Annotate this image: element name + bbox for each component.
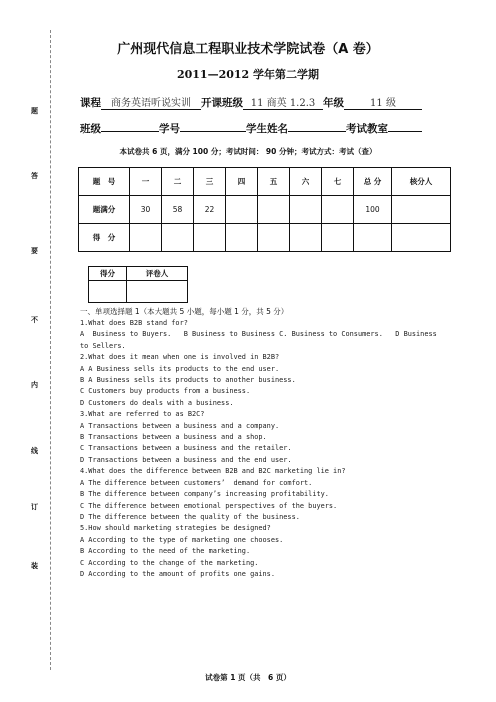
grader-input-row (89, 281, 188, 303)
question-line: D Customers do deals with a business. (80, 398, 234, 407)
room-label: 考试教室 (346, 123, 388, 135)
score-cell[interactable] (258, 224, 290, 252)
section-title: 一、单项选择题 1（本大题共 5 小题，每小题 1 分，共 5 分） (80, 307, 289, 316)
score-cell[interactable] (130, 224, 162, 252)
course-label: 课程 (80, 97, 101, 109)
score-cell[interactable] (354, 224, 392, 252)
full-marks-cell: 22 (194, 196, 226, 224)
full-marks-cell (290, 196, 322, 224)
full-marks-cell: 58 (162, 196, 194, 224)
grade-label: 年级 (323, 97, 344, 109)
question-line: D According to the amount of profits one gains. (80, 569, 275, 578)
grade-field[interactable]: 11 级 (344, 94, 422, 110)
binding-label: 内 (31, 381, 38, 389)
grader-score-cell[interactable] (89, 281, 127, 303)
score-cell[interactable] (290, 224, 322, 252)
full-marks-cell (322, 196, 354, 224)
score-row (79, 224, 451, 252)
score-cell[interactable] (392, 224, 451, 252)
question-list (80, 318, 460, 580)
question-line: C Transactions between a business and the retailer. (80, 444, 292, 453)
header-cell: 四 (226, 168, 258, 196)
room-field[interactable] (388, 131, 422, 132)
binding-label: 订 (31, 503, 38, 511)
header-cell: 二 (162, 168, 194, 196)
course-info-line (80, 94, 422, 110)
binding-label: 线 (31, 447, 38, 455)
binding-label: 要 (31, 247, 38, 255)
header-cell: 三 (194, 168, 226, 196)
student-name-field[interactable] (288, 131, 346, 132)
question-line: D The difference between the quality of the business. (80, 512, 300, 521)
question-line: B The difference between company’s increasing profitability. (80, 490, 329, 499)
question-line: C The difference between emotional perspectives of the buyers. (80, 501, 338, 510)
question-line: B Transactions between a business and a shop. (80, 433, 267, 442)
score-cell[interactable] (226, 224, 258, 252)
classname-field[interactable] (101, 131, 159, 132)
classname-label: 班级 (80, 123, 101, 135)
header-cell: 题 号 (79, 168, 130, 196)
binding-label: 不 (31, 316, 38, 324)
question-line: 3.What are referred to as B2C? (80, 410, 205, 419)
grader-name-header: 评卷人 (127, 267, 188, 281)
question-line: 2.What does it mean when one is involved in B2B? (80, 353, 280, 362)
question-line: 4.What does the difference between B2B and B2C marketing lie in? (80, 467, 346, 476)
question-line: A According to the type of marketing one chooses. (80, 535, 284, 544)
score-cell[interactable] (162, 224, 194, 252)
header-cell: 六 (290, 168, 322, 196)
question-line: 5.How should marketing strategies be designed? (80, 524, 271, 533)
score-table-header-row (79, 168, 451, 196)
full-marks-label: 题满分 (79, 196, 130, 224)
student-name-label: 学生姓名 (246, 123, 288, 135)
binding-label: 题 (31, 107, 38, 115)
full-marks-cell (226, 196, 258, 224)
question-line: C According to the change of the marketing. (80, 558, 259, 567)
binding-label: 装 (31, 562, 38, 570)
class-label: 开课班级 (201, 97, 243, 109)
question-line: B A Business sells its products to another business. (80, 376, 296, 385)
class-field[interactable]: 11 商英 1.2.3 (243, 94, 323, 110)
binding-line (50, 30, 51, 670)
exam-title: 广州现代信息工程职业技术学院试卷（A 卷） (117, 42, 379, 57)
grader-table (88, 266, 188, 303)
score-cell[interactable] (322, 224, 354, 252)
question-line: A A Business sells its products to the end user. (80, 364, 280, 373)
exam-term: 2011—2012 学年第二学期 (176, 68, 320, 81)
course-field[interactable]: 商务英语听说实训 (101, 94, 201, 110)
question-line: 1.What does B2B stand for? (80, 319, 188, 327)
score-label: 得 分 (79, 224, 130, 252)
full-marks-cell: 100 (354, 196, 392, 224)
score-cell[interactable] (194, 224, 226, 252)
question-line: A The difference between customers’ demand for comfort. (80, 478, 313, 487)
header-cell: 总 分 (354, 168, 392, 196)
page-footer: 试卷第 1 页（共 6 页） (205, 673, 291, 682)
header-cell: 核分人 (392, 168, 451, 196)
question-line: C Customers buy products from a business. (80, 387, 251, 396)
question-line: A Transactions between a business and a company. (80, 421, 280, 430)
question-line: B According to the need of the marketing. (80, 547, 251, 556)
question-line: D Transactions between a business and the end user. (80, 455, 292, 464)
header-cell: 七 (322, 168, 354, 196)
header-cell: 一 (130, 168, 162, 196)
question-line: to Sellers. (80, 341, 126, 350)
grader-header-row (89, 267, 188, 281)
full-marks-row (79, 196, 451, 224)
binding-label: 答 (31, 172, 38, 180)
full-marks-cell (392, 196, 451, 224)
header-cell: 五 (258, 168, 290, 196)
full-marks-cell: 30 (130, 196, 162, 224)
student-info-line (80, 121, 422, 136)
grader-name-cell[interactable] (127, 281, 188, 303)
student-id-label: 学号 (159, 123, 180, 135)
score-table (78, 167, 451, 252)
grader-score-header: 得分 (89, 267, 127, 281)
full-marks-cell (258, 196, 290, 224)
question-line: A Business to Buyers. B Business to Business C. Business to Consumers. D Business (80, 330, 437, 339)
exam-note: 本试卷共 6 页，满分 100 分；考试时间： 90 分钟；考试方式：考试（查） (119, 147, 377, 156)
student-id-field[interactable] (180, 131, 246, 132)
